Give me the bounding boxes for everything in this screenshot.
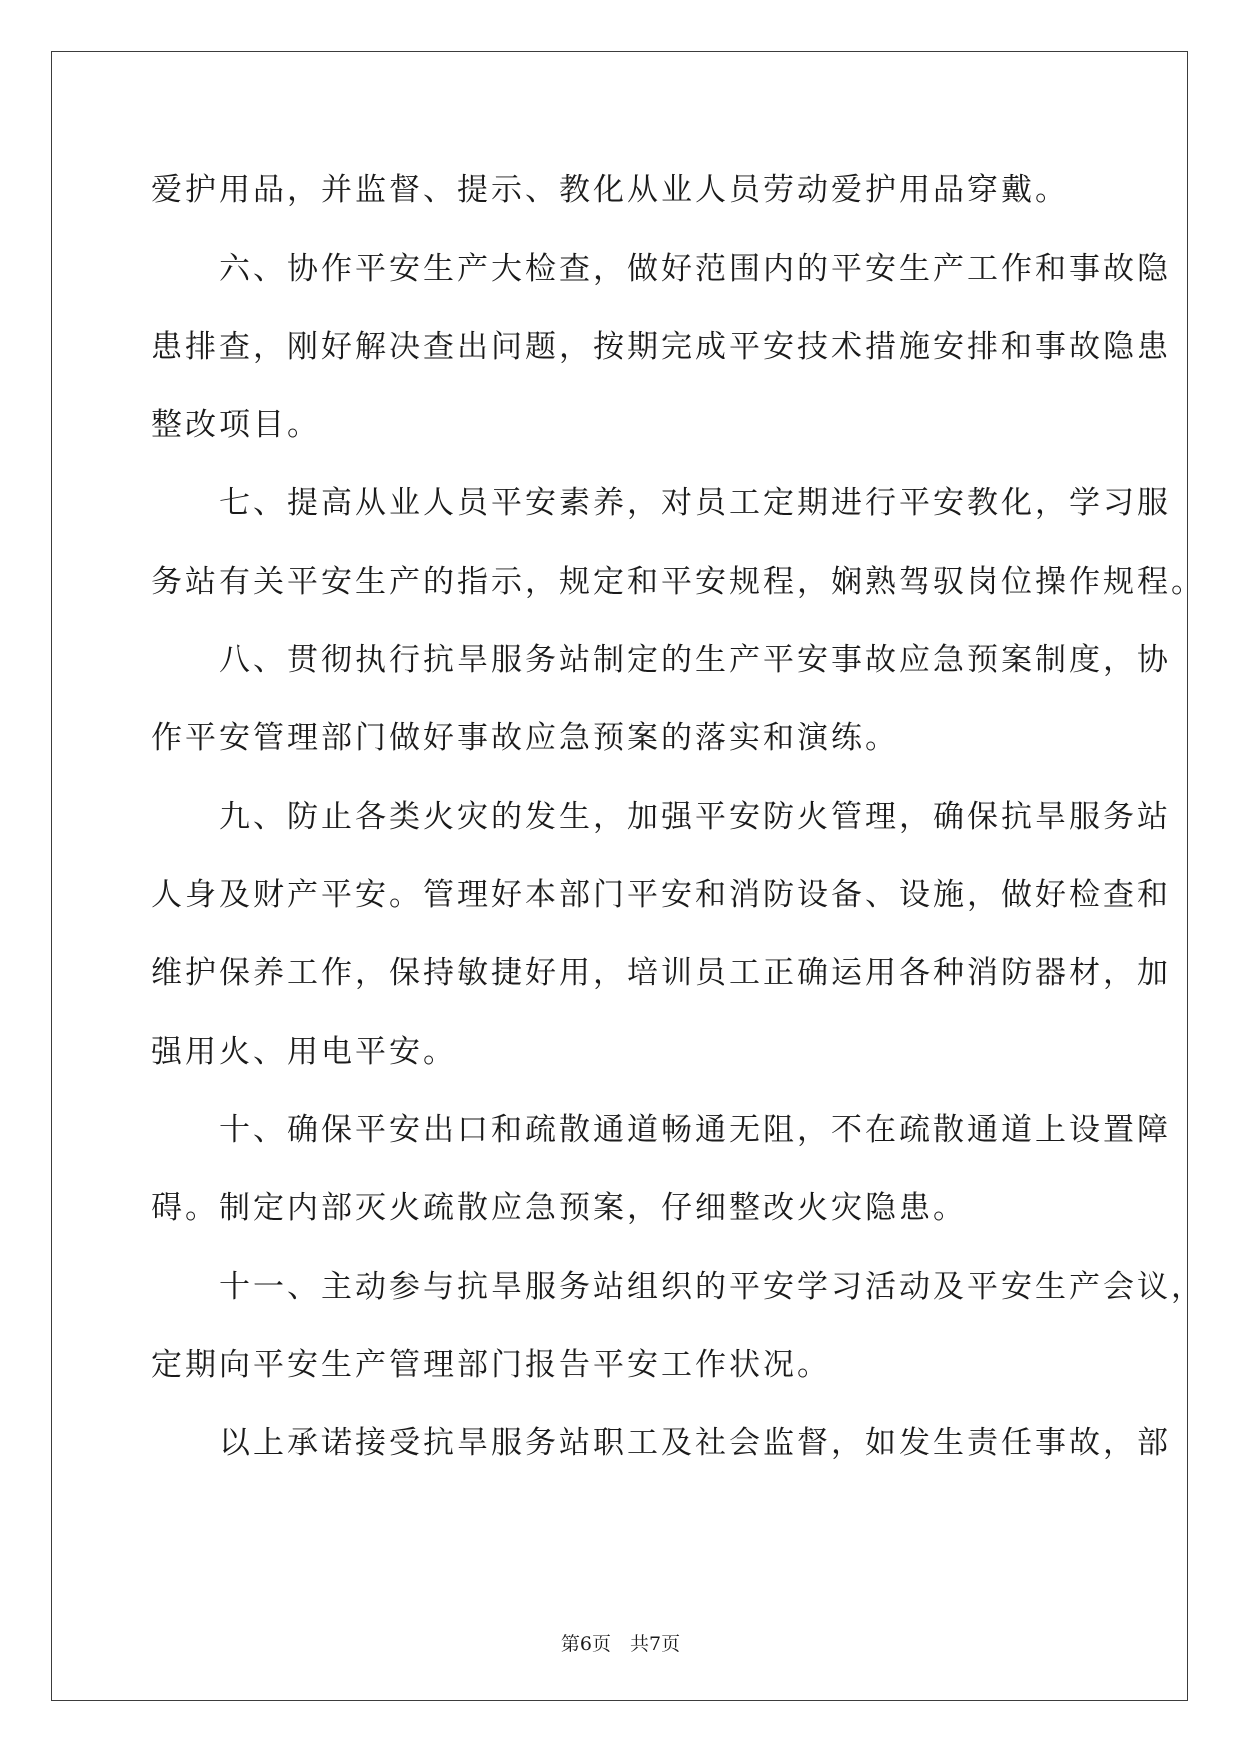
body-line: 碍。制定内部灭火疏散应急预案，仔细整改火灾隐患。 (151, 1190, 967, 1226)
body-line: 爱护用品，并监督、提示、教化从业人员劳动爱护用品穿戴。 (151, 172, 1069, 208)
body-line: 整改项目。 (151, 407, 321, 443)
body-line: 七、提高从业人员平安素养，对员工定期进行平安教化，学习服 (151, 485, 1171, 521)
body-line: 维护保养工作，保持敏捷好用，培训员工正确运用各种消防器材，加 (151, 955, 1171, 991)
body-line: 九、防止各类火灾的发生，加强平安防火管理，确保抗旱服务站 (151, 799, 1171, 835)
body-line: 六、协作平安生产大检查，做好范围内的平安生产工作和事故隐 (151, 251, 1171, 287)
body-line: 人身及财产平安。管理好本部门平安和消防设备、设施，做好检查和 (151, 877, 1171, 913)
body-line: 务站有关平安生产的指示，规定和平安规程，娴熟驾驭岗位操作规程。 (151, 564, 1205, 600)
body-line: 定期向平安生产管理部门报告平安工作状况。 (151, 1347, 831, 1383)
body-line: 以上承诺接受抗旱服务站职工及社会监督，如发生责任事故，部 (151, 1425, 1171, 1461)
body-line: 强用火、用电平安。 (151, 1034, 457, 1070)
page-number-footer: 第6页 共7页 (560, 1633, 681, 1655)
body-line: 作平安管理部门做好事故应急预案的落实和演练。 (151, 720, 899, 756)
body-line: 八、贯彻执行抗旱服务站制定的生产平安事故应急预案制度，协 (151, 642, 1171, 678)
body-line: 患排查，刚好解决查出问题，按期完成平安技术措施安排和事故隐患 (151, 329, 1171, 365)
body-line: 十一、主动参与抗旱服务站组织的平安学习活动及平安生产会议， (151, 1269, 1205, 1305)
body-line: 十、确保平安出口和疏散通道畅通无阻，不在疏散通道上设置障 (151, 1112, 1171, 1148)
